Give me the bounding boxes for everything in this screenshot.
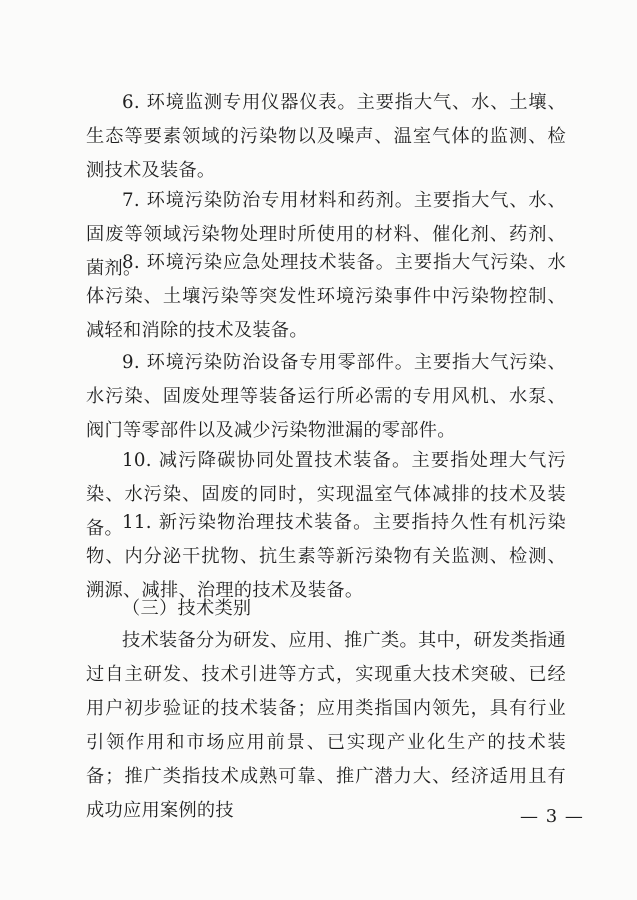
- paragraph-item-8: 8. 环境污染应急处理技术装备。主要指大气污染、水体污染、土壤污染等突发性环境污染事件中污染物控制、减轻和消除的技术及装备。: [86, 252, 566, 341]
- page-number: — 3 —: [520, 806, 584, 827]
- paragraph-item-7: 7. 环境污染防治专用材料和药剂。主要指大气、水、固废等领域污染物处理时所使用的材料、催化剂、药剂、菌剂。: [86, 190, 566, 279]
- paragraph-item-9: 9. 环境污染防治设备专用零部件。主要指大气污染、水污染、固废处理等装备运行所必需的专用风机、水泵、阀门等零部件以及减少污染物泄漏的零部件。: [86, 352, 566, 441]
- section-heading: （三）技术类别: [122, 598, 252, 619]
- paragraph-item-6: 6. 环境监测专用仪器仪表。主要指大气、水、土壤、生态等要素领域的污染物以及噪声、温室气体的监测、检测技术及装备。: [86, 92, 566, 181]
- paragraph-technology-categories: 技术装备分为研发、应用、推广类。其中，研发类指通过自主研发、技术引进等方式，实现重大技术突破、已经用户初步验证的技术装备；应用类指国内领先，具有行业引领作用和市场应用前景、已实现产业化生产的技术装备；推广类指技术成熟可靠、推广潜力大、经济适用且有成功应用案例的技: [86, 630, 566, 821]
- paragraph-item-11: 11. 新污染物治理技术装备。主要指持久性有机污染物、内分泌干扰物、抗生素等新污染物有关监测、检测、溯源、减排、治理的技术及装备。: [86, 512, 566, 601]
- paragraph-item-10: 10. 减污降碳协同处置技术装备。主要指处理大气污染、水污染、固废的同时，实现温室气体减排的技术及装备。: [86, 450, 566, 539]
